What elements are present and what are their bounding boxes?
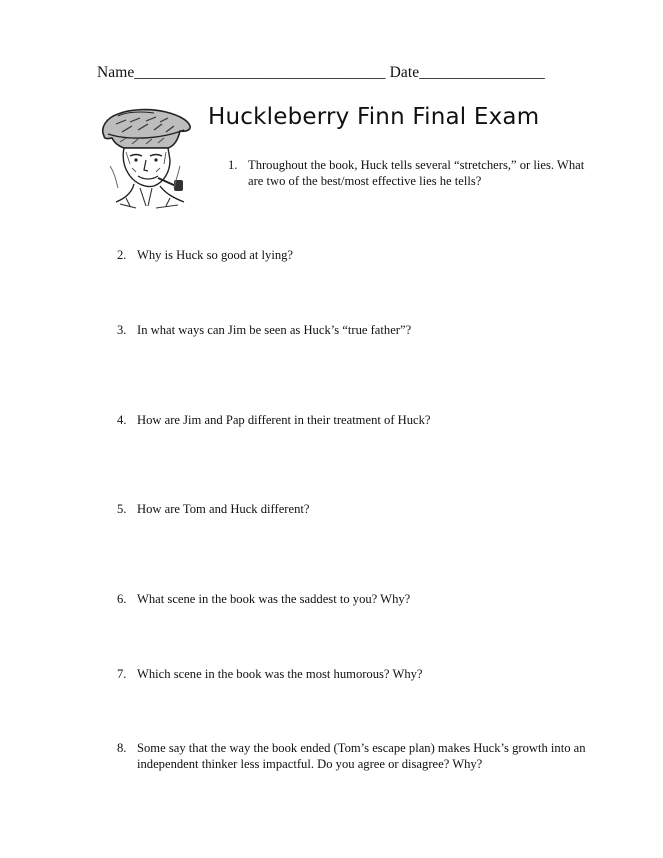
question-number: 5.	[117, 502, 127, 516]
question-8	[117, 741, 587, 772]
question-text: Which scene in the book was the most humorous? Why?	[137, 667, 423, 681]
question-3	[117, 323, 587, 339]
question-text: In what ways can Jim be seen as Huck’s “true father”?	[137, 323, 412, 337]
question-text: Some say that the way the book ended (Tom’s escape plan) makes Huck’s growth into an independent thinker less impactful. Do you agree or disagree? Why?	[137, 741, 586, 771]
question-number: 3.	[117, 323, 127, 337]
question-5	[117, 502, 587, 518]
question-number: 6.	[117, 592, 127, 606]
question-4	[117, 413, 587, 429]
question-number: 7.	[117, 667, 127, 681]
question-text: What scene in the book was the saddest to you? Why?	[137, 592, 411, 606]
question-2	[117, 248, 587, 264]
question-number: 8.	[117, 741, 127, 755]
question-text: How are Jim and Pap different in their treatment of Huck?	[137, 413, 431, 427]
name-date-line: Name________________________________ Date________________	[97, 64, 545, 81]
question-7	[117, 667, 587, 683]
question-number: 1.	[228, 158, 238, 172]
question-1	[228, 158, 598, 189]
question-text: Why is Huck so good at lying?	[137, 248, 294, 262]
huck-portrait-illustration	[96, 106, 194, 210]
question-text: How are Tom and Huck different?	[137, 502, 310, 516]
question-6	[117, 592, 587, 608]
question-text: Throughout the book, Huck tells several “stretchers,” or lies. What are two of the best/most effective lies he tells?	[248, 158, 585, 188]
exam-title: Huckleberry Finn Final Exam	[208, 104, 540, 130]
question-number: 4.	[117, 413, 127, 427]
question-number: 2.	[117, 248, 127, 262]
